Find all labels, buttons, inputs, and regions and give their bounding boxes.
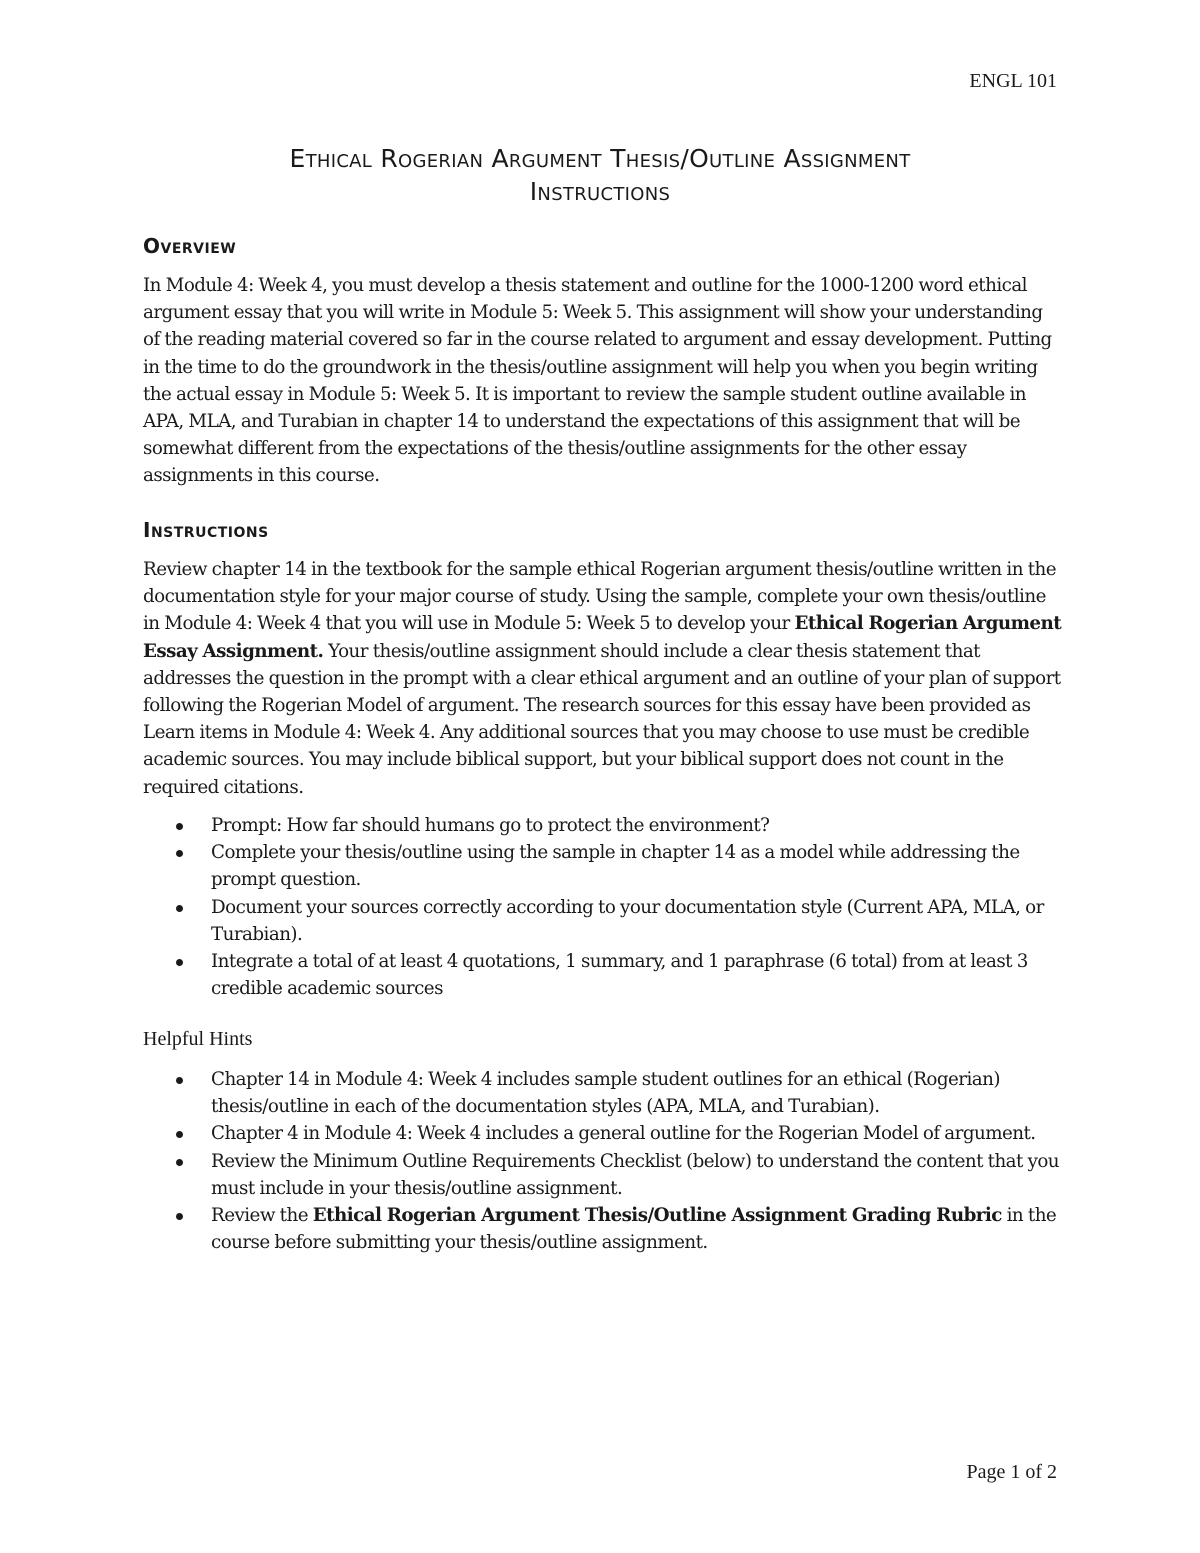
list-item: Review the Ethical Rogerian Argument Thesis/Outline Assignment Grading Rubric in the course before submitting your thesis/outline assignment. [143,1202,1073,1256]
overview-paragraph: In Module 4: Week 4, you must develop a thesis statement and outline for the 1000-1200 word ethical argument essay that you will write in Module 5: Week 5. This assignment will show your understanding of the reading material covered so far in the course related to argument and essay development. Putting in the time to do the groundwork in the thesis/outline assignment will help you when you begin writing the actual essay in Module 5: Week 5. It is important to review the sample student outline available in APA, MLA, and Turabian in chapter 14 to understand the expectations of this assignment that will be somewhat different from the expectations of the thesis/outline assignments for the other essay assignments in this course. [143,275,1052,487]
title-line-1: Ethical Rogerian Argument Thesis/Outline Assignment [289,144,911,173]
instructions-paragraph [143,556,1063,801]
essay-assignment-name: Ethical Rogerian Argument Essay Assignment. [143,613,1062,662]
bullet-icon [176,1131,183,1138]
list-item: Review the Minimum Outline Requirements Checklist (below) to understand the content that you must include in your thesis/outline assignment. [143,1148,1073,1202]
instructions-text-before: Review chapter 14 in the textbook for the sample ethical Rogerian argument thesis/outline written in the documentation style for your major course of study. Using the sample, complete your own thesis/outline in Module 4: Week 4 that you will use in Module 5: Week 5 to develop your [143,559,1056,635]
instructions-text-after: Your thesis/outline assignment should include a clear thesis statement that addresses the question in the prompt with a clear ethical argument and an outline of your plan of support following the Rogerian Model of argument. The research sources for this essay have been provided as Learn items in Module 4: Week 4. Any additional sources that you may choose to use must be credible academic sources. You may include biblical support, but your biblical support does not count in the required citations. [143,640,1061,798]
page-number: Page 1 of 2 [966,1461,1057,1483]
list-item: Chapter 14 in Module 4: Week 4 includes sample student outlines for an ethical (Rogerian) thesis/outline in each of the documentation styles (APA, MLA, and Turabian). [143,1066,1073,1120]
bullet-icon [176,1077,183,1084]
bullet-icon [176,1213,183,1220]
bullet-icon [176,959,183,966]
bullet-icon [176,823,183,830]
course-code: ENGL 101 [969,70,1057,92]
helpful-hints-heading: Helpful Hints [143,1028,253,1050]
list-item: Chapter 4 in Module 4: Week 4 includes a general outline for the Rogerian Model of argument. [143,1120,1073,1147]
title-line-2: Instructions [529,177,671,206]
overview-heading: Overview [143,234,237,258]
list-item: Integrate a total of at least 4 quotations, 1 summary, and 1 paraphrase (6 total) from at least 3 credible academic sources [143,948,1073,1002]
list-item: Complete your thesis/outline using the sample in chapter 14 as a model while addressing the prompt question. [143,839,1073,893]
bullet-icon [176,1159,183,1166]
bullet-icon [176,850,183,857]
hints-bullet-list [143,1066,1073,1256]
bullet-icon [176,905,183,912]
page-title [100,142,1100,208]
instructions-heading: Instructions [143,518,269,542]
list-item: Prompt: How far should humans go to protect the environment? [143,812,1073,839]
instructions-bullet-list [143,812,1073,1002]
list-item: Document your sources correctly according to your documentation style (Current APA, MLA, or Turabian). [143,894,1073,948]
grading-rubric-name: Ethical Rogerian Argument Thesis/Outline Assignment Grading Rubric [312,1205,1002,1227]
